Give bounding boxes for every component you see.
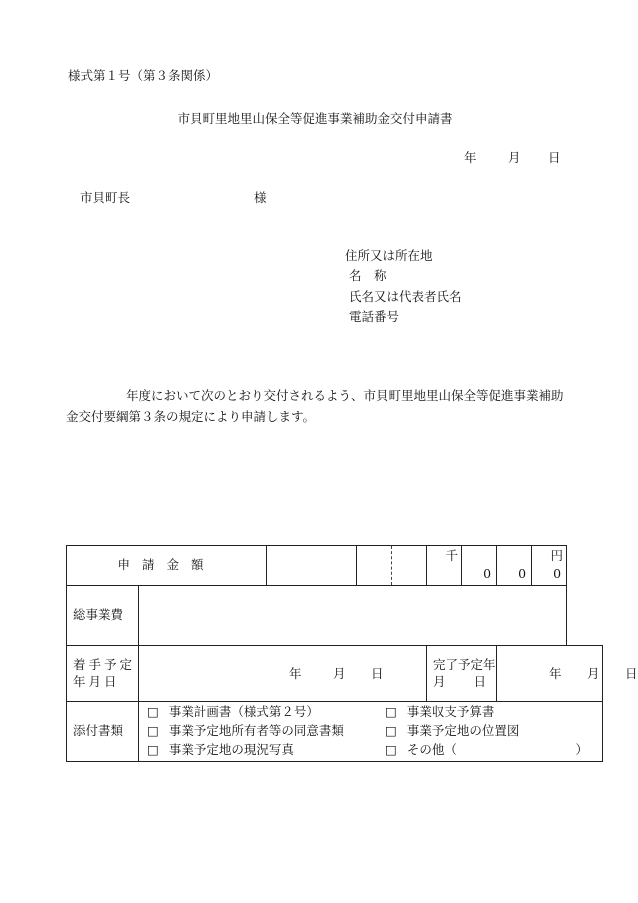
end-month: 月 <box>587 665 600 681</box>
amount-thousand-cell <box>427 546 462 586</box>
amount-digit-cell <box>497 546 532 586</box>
application-statement <box>66 385 571 427</box>
attachment-item[interactable] <box>385 741 602 760</box>
end-date-label <box>427 646 497 702</box>
start-month: 月 <box>333 665 346 681</box>
date-year: 年 <box>464 150 477 165</box>
document-title: 市貝町里地里山保全等促進事業補助金交付申請書 <box>177 111 453 126</box>
amount-digit-cell <box>392 546 427 586</box>
attachment-label: 事業予定地の位置図 <box>406 723 520 739</box>
amount-label: 申請金額 <box>67 546 267 586</box>
total-cost-row <box>67 586 603 646</box>
checkbox-icon[interactable]: □ <box>147 704 159 720</box>
statement-line-1: 年度において次のとおり交付されるよう、市貝町里地里山保全等促進事業補助 <box>126 388 564 403</box>
attachment-label: 事業収支予算書 <box>406 704 495 720</box>
end-date-value <box>497 646 638 702</box>
amount-row <box>67 546 603 586</box>
attachment-label: 事業計画書（様式第２号） <box>168 704 319 720</box>
applicant-name-label: 名 称 <box>349 268 387 283</box>
attachment-label: その他（ <box>406 742 457 758</box>
addressee-honorific: 様 <box>254 190 267 205</box>
start-day: 日 <box>371 665 384 681</box>
amount-digit-cell <box>462 546 497 586</box>
application-table <box>66 545 638 762</box>
attachments-label: 添付書類 <box>67 702 139 762</box>
attachment-label: 事業予定地の現況写真 <box>168 742 294 758</box>
statement-line-2: 金交付要綱第３条の規定により申請します。 <box>66 409 316 424</box>
start-date-value <box>139 646 427 702</box>
total-cost-label: 総事業費 <box>67 586 139 646</box>
applicant-phone-label: 電話番号 <box>349 309 400 324</box>
attachment-item[interactable] <box>385 722 602 741</box>
date-day: 日 <box>547 150 561 165</box>
end-day: 日 <box>625 665 638 681</box>
addressee <box>80 190 267 206</box>
end-date-label-line1: 完了予定年 <box>433 656 496 672</box>
attachments-list <box>139 702 603 762</box>
attachment-label: 事業予定地所有者等の同意書類 <box>168 723 344 739</box>
attachment-item[interactable] <box>147 703 385 722</box>
form-number: 様式第１号（第３条関係） <box>68 68 219 83</box>
checkbox-icon[interactable]: □ <box>147 742 159 758</box>
yen-unit: 円 <box>550 548 564 563</box>
start-date-label <box>67 646 139 702</box>
checkbox-icon[interactable]: □ <box>147 723 159 739</box>
start-date-label-line2: 年月日 <box>73 673 120 689</box>
thousand-unit: 千 <box>445 548 459 563</box>
amount-digit: 0 <box>483 566 492 582</box>
end-date-label-line2: 月 <box>433 673 446 689</box>
applicant-address-label: 住所又は所在地 <box>345 248 433 263</box>
checkbox-icon[interactable]: □ <box>385 723 397 739</box>
schedule-row <box>67 646 603 702</box>
date-month: 月 <box>507 150 521 165</box>
amount-yen-cell <box>532 546 567 586</box>
date-line <box>464 150 560 166</box>
total-cost-value <box>139 586 567 646</box>
checkbox-icon[interactable]: □ <box>385 742 397 758</box>
start-year: 年 <box>289 665 302 681</box>
end-date-label-line3: 日 <box>473 673 487 689</box>
other-close-paren: ） <box>575 742 589 758</box>
attachment-item[interactable] <box>147 722 385 741</box>
attachments-row <box>67 702 603 762</box>
attachment-item[interactable] <box>147 741 385 760</box>
addressee-name: 市貝町長 <box>80 190 131 205</box>
end-year: 年 <box>549 665 562 681</box>
amount-digit-cell <box>357 546 392 586</box>
attachment-item[interactable] <box>385 703 602 722</box>
applicant-representative-label: 氏名又は代表者氏名 <box>349 289 462 304</box>
amount-digit: 0 <box>518 566 527 582</box>
checkbox-icon[interactable]: □ <box>385 704 397 720</box>
amount-digit-cell <box>267 546 357 586</box>
start-date-label-line1: 着手予定 <box>73 656 136 672</box>
amount-digit: 0 <box>553 566 562 582</box>
